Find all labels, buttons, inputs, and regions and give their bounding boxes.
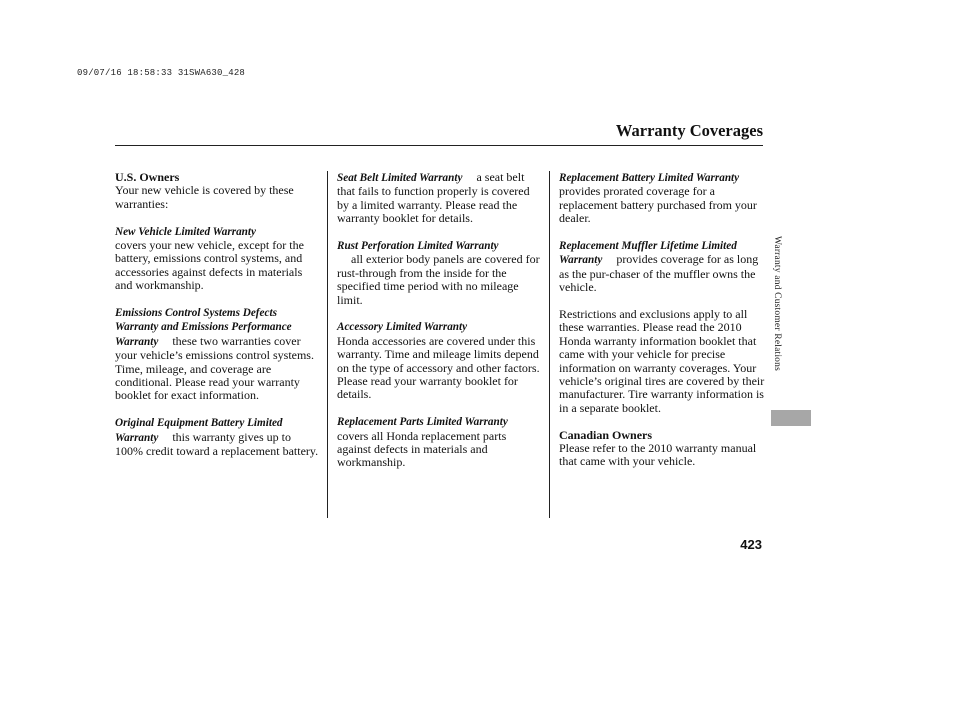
new-vehicle-warranty-text: covers your new vehicle, except for the battery, emissions control systems, and accessories against defects in materials and workmanship.	[115, 238, 304, 293]
emissions-warranty-title: Emissions Control Systems Defects Warranty and Emissions Performance Warranty	[115, 307, 292, 348]
section-tab	[771, 410, 811, 426]
print-stamp: 09/07/16 18:58:33 31SWA630_428	[77, 68, 246, 78]
battery-warranty-text: this warranty gives up to 100% credit toward a replacement battery.	[115, 429, 319, 459]
replacement-battery-warranty-title: Replacement Battery Limited Warranty	[559, 172, 740, 184]
emissions-warranty-text: these two warranties cover your vehicle’s emissions control systems. Time, mileage, and coverage are conditional. Please read your warranty booklet for exact information.	[115, 333, 314, 403]
column-divider-2	[549, 171, 550, 518]
parts-warranty-title: Replacement Parts Limited Warranty	[337, 416, 508, 429]
seat-belt-warranty-title: Seat Belt Limited Warranty	[337, 172, 463, 184]
column-divider-1	[327, 171, 328, 518]
page-number: 423	[740, 537, 762, 552]
parts-warranty-text: covers all Honda replacement parts against defects in materials and workmanship.	[337, 428, 507, 470]
section-side-label: Warranty and Customer Relations	[772, 236, 782, 371]
parts-warranty-paragraph	[337, 415, 543, 470]
new-vehicle-warranty-paragraph	[115, 225, 321, 293]
accessory-warranty-title: Accessory Limited Warranty	[337, 321, 468, 334]
seat-belt-warranty-paragraph	[337, 171, 543, 226]
column-1	[115, 171, 321, 472]
muffler-warranty-title: Replacement Muffler Lifetime Limited Warranty	[559, 240, 737, 267]
rust-warranty-title: Rust Perforation Limited Warranty	[337, 240, 499, 253]
title-rule	[115, 145, 763, 146]
emissions-warranty-paragraph	[115, 306, 321, 403]
restrictions-paragraph: Restrictions and exclusions apply to all these warranties. Please read the 2010 Honda warranty information booklet that came with your vehicle for precise information on warranty coverages. Your vehicle’s original tires are covered by their manufacturer. Tire warranty information is in a separate booklet.	[559, 307, 765, 415]
new-vehicle-warranty-title: New Vehicle Limited Warranty	[115, 225, 256, 238]
canadian-owners-heading: Canadian Owners	[559, 427, 653, 442]
muffler-warranty-text: provides coverage for as long as the pur-chaser of the muffler owns the vehicle.	[559, 252, 759, 295]
canadian-owners-text: Please refer to the 2010 warranty manual that came with your vehicle.	[559, 441, 757, 469]
seat-belt-warranty-text: a seat belt that fails to function properly is covered by a limited warranty. Please read the warranty booklet for details.	[337, 170, 530, 226]
battery-warranty-title: Original Equipment Battery Limited Warranty	[115, 417, 283, 444]
accessory-warranty-paragraph	[337, 320, 543, 401]
page-title: Warranty Coverages	[615, 121, 763, 140]
rust-warranty-paragraph	[337, 239, 543, 307]
column-3	[559, 171, 765, 482]
replacement-battery-warranty-paragraph	[559, 171, 765, 226]
column-2	[337, 171, 543, 483]
battery-warranty-paragraph	[115, 416, 321, 458]
accessory-warranty-text: Honda accessories are covered under this warranty. Time and mileage limits depend on the type of accessory and other factors. Please read your warranty booklet for details.	[337, 333, 540, 402]
rust-warranty-text: all exterior body panels are covered for rust-through from the inside for the specified time period with no mileage limit.	[337, 252, 540, 307]
us-owners-heading: U.S. Owners	[115, 170, 180, 184]
us-owners-intro: Your new vehicle is covered by these warranties:	[115, 183, 294, 211]
muffler-warranty-paragraph	[559, 239, 765, 295]
replacement-battery-warranty-text: provides prorated coverage for a replacement battery purchased from your dealer.	[559, 184, 757, 226]
